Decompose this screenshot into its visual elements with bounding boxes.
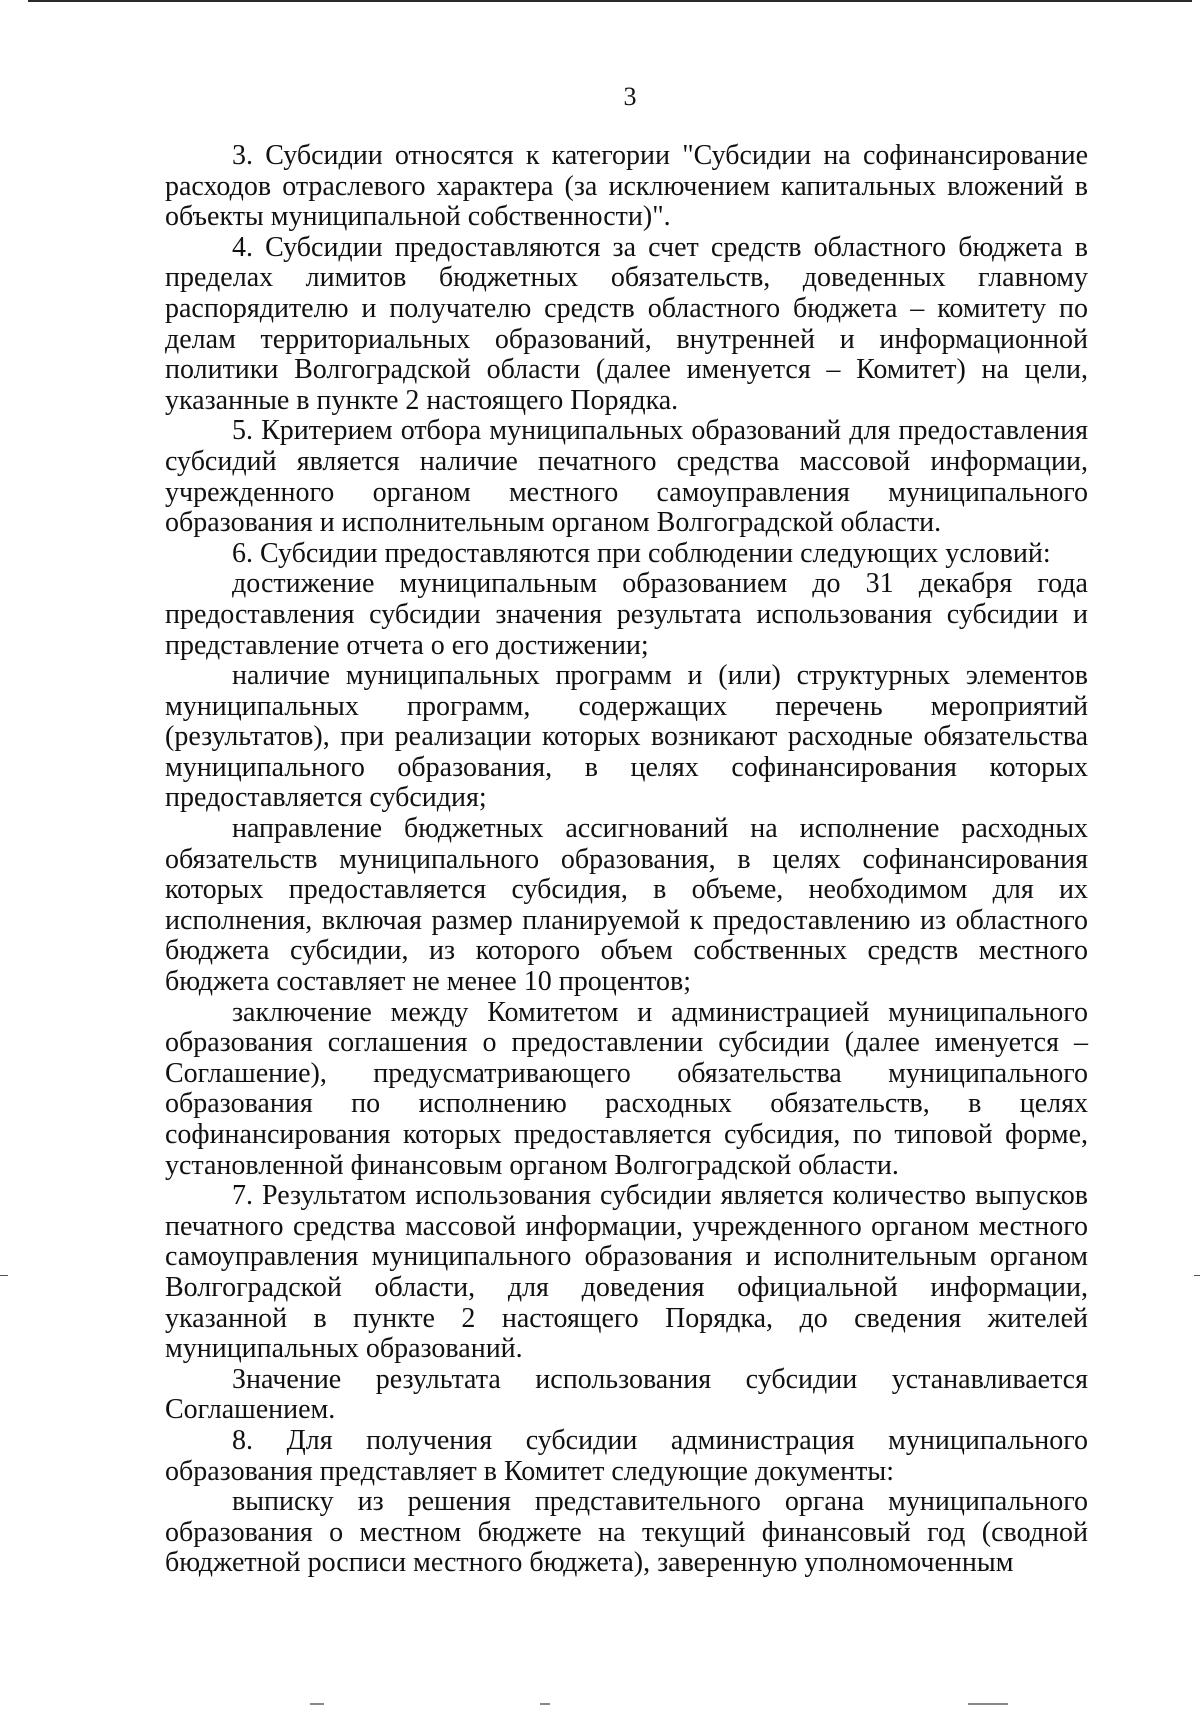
condition-municipal-programs: наличие муниципальных программ и (или) структурных элементов муниципальных программ, содержащих перечень мероприятий (результатов), при реализации которых возникают расходные обязательства муниципального образования, в целях софинансирования которых предоставляется субсидия;	[165, 660, 1088, 814]
scan-artifact	[310, 1703, 324, 1705]
page-number: 3	[623, 82, 637, 111]
condition-result-achievement: достижение муниципальным образованием до 31 декабря года предоставления субсидии значения результата использования субсидии и представление отчета о его достижении;	[165, 568, 1088, 661]
condition-budget-allocations: направление бюджетных ассигнований на исполнение расходных обязательств муниципального образования, в целях софинансирования которых предоставляется субсидия, в объеме, необходимом для их исполнения, включая размер планируемой к предоставлению из областного бюджета субсидии, из которого объем собственных средств местного бюджета составляет не менее 10 процентов;	[165, 813, 1088, 998]
paragraph-6-conditions: 6. Субсидии предоставляются при соблюдении следующих условий:	[232, 537, 1051, 569]
paragraph-4-funding-source: 4. Субсидии предоставляются за счет средств областного бюджета в пределах лимитов бюджетных обязательств, доведенных главному распорядителю и получателю средств областного бюджета – комитету по делам территориальных образований, внутренней и информационной политики Волгоградской области (далее именуется – Комитет) на цели, указанные в пункте 2 настоящего Порядка.	[165, 231, 1088, 416]
paragraph-7-result: 7. Результатом использования субсидии является количество выпусков печатного средства массовой информации, учрежденного органом местного самоуправления муниципального образования и исполнительным органом Волгоградской области, для доведения официальной информации, указанной в пункте 2 настоящего Порядка, до сведения жителей муниципальных образований.	[165, 1180, 1088, 1365]
paragraph-3-subsidy-category: 3. Субсидии относятся к категории "Субсидии на софинансирование расходов отраслевого характера (за исключением капитальных вложений в объекты муниципальной собственности)".	[165, 140, 1088, 233]
scan-artifact	[540, 1703, 550, 1705]
page-top-edge	[28, 0, 1192, 2]
document-body	[165, 141, 1088, 1579]
condition-agreement: заключение между Комитетом и администрацией муниципального образования соглашения о предоставлении субсидии (далее именуется – Соглашение), предусматривающего обязательства муниципального образования по исполнению расходных обязательств, в целях софинансирования которых предоставляется субсидия, по типовой форме, установленной финансовым органом Волгоградской области.	[165, 996, 1088, 1181]
paragraph-5-selection-criterion: 5. Критерием отбора муниципальных образований для предоставления субсидий является наличие печатного средства массовой информации, учрежденного органом местного самоуправления муниципального образования и исполнительным органом Волгоградской области.	[165, 415, 1088, 539]
scan-margin-mark-right	[1194, 1275, 1200, 1276]
scan-margin-mark-left	[0, 1275, 8, 1276]
document-extract-item: выписку из решения представительного органа муниципального образования о местном бюджете на текущий финансовый год (сводной бюджетной росписи местного бюджета), заверенную уполномоченным	[165, 1486, 1088, 1579]
scan-artifact	[968, 1703, 1008, 1705]
result-value-note: Значение результата использования субсидии устанавливается Соглашением.	[165, 1363, 1088, 1426]
paragraph-8-documents: 8. Для получения субсидии администрация муниципального образования представляет в Комитет следующие документы:	[165, 1424, 1088, 1487]
